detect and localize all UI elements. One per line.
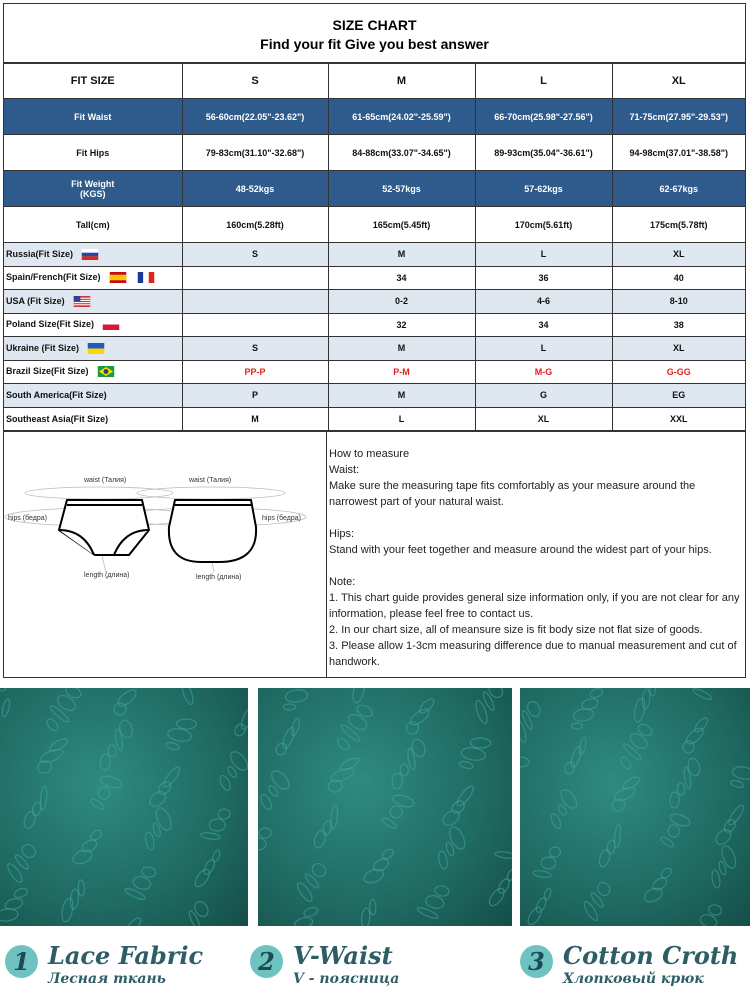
cell-text: 56-60cm(22.05"-23.62") xyxy=(205,111,305,122)
cell-text: L xyxy=(540,249,547,260)
lace-texture-icon xyxy=(0,688,248,926)
row-label xyxy=(4,384,182,408)
measure-row xyxy=(4,135,745,171)
size-cell xyxy=(182,266,328,290)
region-row xyxy=(4,384,745,408)
cell-text: 62-67kgs xyxy=(659,183,699,194)
cell-text: 57-62kgs xyxy=(524,183,563,194)
cell-text: Poland Size(Fit Size) xyxy=(6,319,95,330)
waist-heading: Waist: xyxy=(329,464,360,476)
measure-diagram xyxy=(4,432,327,677)
cell-text: 170cm(5.61ft) xyxy=(514,219,573,230)
size-cell xyxy=(182,407,328,431)
size-cell xyxy=(475,266,612,290)
feature-caption xyxy=(520,943,738,987)
cell-text: M-G xyxy=(534,366,553,377)
size-cell xyxy=(475,407,612,431)
cell-text: 48-52kgs xyxy=(235,183,275,194)
cell-text: S xyxy=(251,343,258,354)
size-cell xyxy=(328,360,475,384)
size-cell xyxy=(328,171,475,207)
cell-text: P xyxy=(251,390,258,401)
caption-title: Cotton Croth xyxy=(563,941,739,970)
region-row xyxy=(4,266,745,290)
size-cell xyxy=(182,337,328,361)
cell-text: Southeast Asia(Fit Size) xyxy=(6,413,109,424)
region-row xyxy=(4,360,745,384)
poland-flag-icon xyxy=(100,319,122,330)
waist-text: Make sure the measuring tape fits comfortably as your measure around the narrowest part of your natural waist. xyxy=(329,480,696,508)
size-cell xyxy=(328,207,475,243)
howto-heading: How to measure xyxy=(329,448,410,460)
usa-flag-icon xyxy=(71,296,93,307)
feature-caption xyxy=(5,943,203,987)
cell-text: XL xyxy=(672,249,685,260)
size-cell xyxy=(475,290,612,314)
caption-title: Lace Fabric xyxy=(48,941,204,970)
length-label: length (длина) xyxy=(196,574,242,581)
cell-text: XL xyxy=(537,413,550,424)
cell-text: G xyxy=(539,390,547,401)
hips-heading: Hips: xyxy=(329,528,355,540)
cell-text: Fit Waist xyxy=(74,111,112,122)
cell-text: S xyxy=(251,75,259,87)
row-label xyxy=(4,99,182,135)
cell-text: 0-2 xyxy=(394,296,408,307)
cell-text: USA (Fit Size) xyxy=(6,295,65,306)
size-cell xyxy=(612,360,745,384)
caption-title: V-Waist xyxy=(293,941,393,970)
number-badge: 2 xyxy=(250,945,283,978)
title-text: SIZE CHART xyxy=(332,17,417,33)
v-waist-photo xyxy=(258,688,512,926)
size-cell xyxy=(328,290,475,314)
cell-text: 160cm(5.28ft) xyxy=(226,219,284,230)
size-cell xyxy=(475,135,612,171)
size-cell xyxy=(475,64,612,99)
size-table xyxy=(4,63,745,431)
russia-flag-icon xyxy=(79,249,101,260)
cell-text: XXL xyxy=(669,413,688,424)
size-cell xyxy=(182,290,328,314)
size-cell xyxy=(475,313,612,337)
panties-diagram-icon xyxy=(4,432,327,678)
cell-text: FIT SIZE xyxy=(70,75,115,87)
cell-text: 175cm(5.78ft) xyxy=(649,219,708,230)
row-label xyxy=(4,266,182,290)
row-label xyxy=(4,313,182,337)
cell-text: M xyxy=(397,343,406,354)
cotton-crotch-photo xyxy=(520,688,750,926)
size-cell xyxy=(182,99,328,135)
product-photos xyxy=(0,688,750,926)
row-label xyxy=(4,207,182,243)
row-label xyxy=(4,243,182,267)
length-label: length (длина) xyxy=(84,572,130,579)
size-cell xyxy=(182,171,328,207)
size-cell xyxy=(328,64,475,99)
spain-flag-icon xyxy=(107,272,129,283)
size-cell xyxy=(475,243,612,267)
cell-text: 79-83cm(31.10"-32.68") xyxy=(205,147,305,158)
ukraine-flag-icon xyxy=(85,343,107,354)
measure-instructions xyxy=(327,432,745,677)
cell-text: 40 xyxy=(673,272,684,283)
row-label xyxy=(4,407,182,431)
size-cell xyxy=(612,64,745,99)
chart-title xyxy=(4,4,745,63)
region-row xyxy=(4,337,745,361)
cell-text: L xyxy=(540,75,547,87)
waist-label: waist (Талия) xyxy=(84,477,127,484)
cell-text: 165cm(5.45ft) xyxy=(372,219,431,230)
size-cell xyxy=(182,207,328,243)
cell-text: XL xyxy=(672,343,685,354)
cell-text: M xyxy=(396,75,407,87)
subtitle-text: Find your fit Give you best answer xyxy=(260,36,489,52)
size-cell xyxy=(612,171,745,207)
france-flag-icon xyxy=(135,272,157,283)
cell-text: G-GG xyxy=(666,366,691,377)
number-badge: 3 xyxy=(520,945,553,978)
size-cell xyxy=(328,337,475,361)
size-cell xyxy=(612,337,745,361)
cell-text: 61-65cm(24.02"-25.59") xyxy=(352,111,451,122)
cell-text: M xyxy=(397,390,406,401)
cell-text: 52-57kgs xyxy=(382,183,421,194)
cell-text: M xyxy=(251,413,259,424)
size-cell xyxy=(182,313,328,337)
row-label xyxy=(4,135,182,171)
size-cell xyxy=(612,207,745,243)
size-cell xyxy=(328,313,475,337)
size-cell xyxy=(182,384,328,408)
size-cell xyxy=(475,171,612,207)
size-cell xyxy=(328,99,475,135)
cell-text: Fit Weight xyxy=(71,178,115,189)
cell-text: 89-93cm(35.04"-36.61") xyxy=(494,147,593,158)
region-row xyxy=(4,290,745,314)
row-label xyxy=(4,290,182,314)
cell-text: 34 xyxy=(396,272,407,283)
size-cell xyxy=(612,384,745,408)
cell-text: 71-75cm(27.95"-29.53") xyxy=(629,111,729,122)
header-row xyxy=(4,64,745,99)
cell-text: 38 xyxy=(673,319,684,330)
cell-text: 84-88cm(33.07"-34.65") xyxy=(352,147,451,158)
caption-subtitle: Хлопковый крюк xyxy=(563,971,704,987)
cell-text: South America(Fit Size) xyxy=(6,390,107,401)
cell-text: P-M xyxy=(393,366,410,377)
cell-text: 34 xyxy=(538,319,549,330)
measure-row xyxy=(4,99,745,135)
size-cell xyxy=(612,99,745,135)
cell-text: Fit Hips xyxy=(76,147,110,158)
caption-subtitle: Лесная ткань xyxy=(48,971,166,987)
lace-texture-icon xyxy=(258,688,512,926)
row-label xyxy=(4,64,182,99)
size-cell xyxy=(612,243,745,267)
cell-text: 94-98cm(37.01"-38.58") xyxy=(629,147,729,158)
cell-text: 32 xyxy=(396,319,407,330)
cell-text: Russia(Fit Size) xyxy=(6,248,74,259)
row-label xyxy=(4,337,182,361)
cell-text: 8-10 xyxy=(669,296,688,307)
size-cell xyxy=(475,360,612,384)
size-cell xyxy=(612,266,745,290)
cell-text: M xyxy=(397,249,406,260)
feature-caption xyxy=(250,943,399,987)
hips-label: hips (бедра) xyxy=(8,515,47,522)
region-row xyxy=(4,407,745,431)
note-1: 1. This chart guide provides general size information only, if you are not clear for any information, please feel free to contact us. xyxy=(329,592,740,620)
number-badge: 1 xyxy=(5,945,38,978)
cell-text: PP-P xyxy=(244,366,266,377)
size-cell xyxy=(328,266,475,290)
cell-text: L xyxy=(540,343,547,354)
region-row xyxy=(4,313,745,337)
size-cell xyxy=(328,243,475,267)
hips-text: Stand with your feet together and measure around the widest part of your hips. xyxy=(329,544,712,556)
caption-subtitle: V - поясница xyxy=(293,971,400,987)
cell-text: 4-6 xyxy=(536,296,550,307)
size-cell xyxy=(182,243,328,267)
cell-text: EG xyxy=(672,390,686,401)
cell-text: Tall(cm) xyxy=(75,219,110,230)
row-label xyxy=(4,171,182,207)
waist-label: waist (Талия) xyxy=(189,477,232,484)
brazil-flag-icon xyxy=(95,366,117,377)
lace-texture-icon xyxy=(520,688,750,926)
size-cell xyxy=(475,337,612,361)
measure-row xyxy=(4,207,745,243)
cell-text: Ukraine (Fit Size) xyxy=(6,342,80,353)
region-row xyxy=(4,243,745,267)
size-cell xyxy=(475,99,612,135)
how-to-measure-section xyxy=(4,431,745,677)
size-cell xyxy=(328,384,475,408)
size-cell xyxy=(612,313,745,337)
cell-text: 36 xyxy=(538,272,549,283)
cell-text: XL xyxy=(671,75,686,87)
note-2: 2. In our chart size, all of meansure size is fit body size not flat size of goods. xyxy=(329,624,703,636)
size-cell xyxy=(328,135,475,171)
size-cell xyxy=(612,290,745,314)
hips-label: hips (бедра) xyxy=(262,515,301,522)
cell-text: Brazil Size(Fit Size) xyxy=(6,366,89,377)
size-cell xyxy=(475,384,612,408)
note-3: 3. Please allow 1-3cm measuring difference due to manual measurement and cut of handwork. xyxy=(329,640,737,668)
cell-text: Spain/French(Fit Size) xyxy=(6,272,101,283)
cell-text: L xyxy=(398,413,405,424)
row-label xyxy=(4,360,182,384)
size-cell xyxy=(475,207,612,243)
lace-fabric-photo xyxy=(0,688,248,926)
note-heading: Note: xyxy=(329,576,356,588)
size-cell xyxy=(182,360,328,384)
size-chart xyxy=(3,3,746,678)
size-cell xyxy=(182,135,328,171)
size-cell xyxy=(612,407,745,431)
size-cell xyxy=(182,64,328,99)
measure-row xyxy=(4,171,745,207)
size-cell xyxy=(612,135,745,171)
cell-text: S xyxy=(251,249,258,260)
cell-text: 66-70cm(25.98"-27.56") xyxy=(494,111,593,122)
cell-text: (KGS) xyxy=(80,188,106,199)
size-cell xyxy=(328,407,475,431)
